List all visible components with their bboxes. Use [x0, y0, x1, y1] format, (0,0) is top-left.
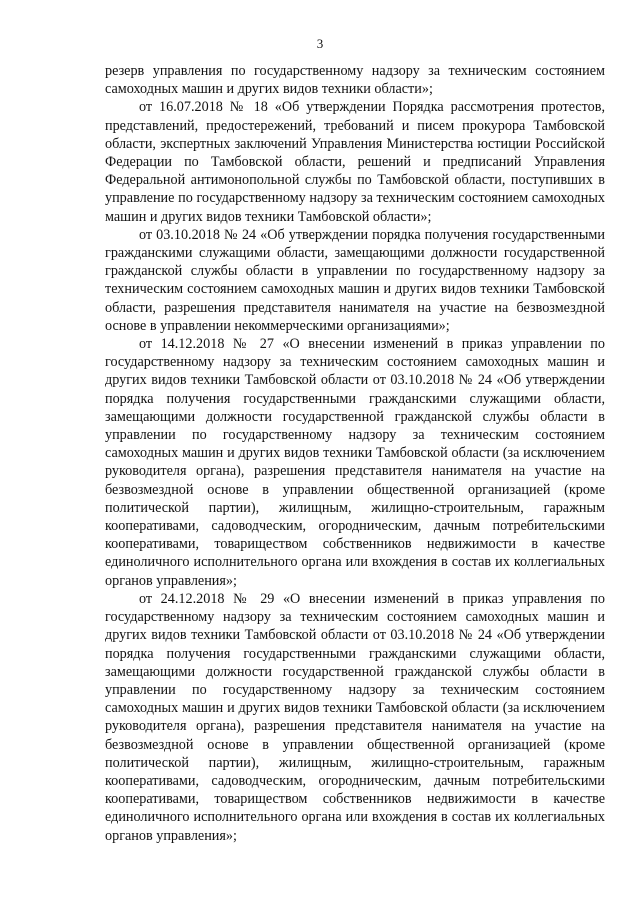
paragraph-order-18: от 16.07.2018 № 18 «Об утверждении Порядка рассмотрения протестов, представлений, предостережений, требований и писем прокурора Тамбовской области, экспертных заключений Управления Министерства юстиции Российской Федерации по Тамбовской области, решений и предписаний Управления Федеральной антимонопольной службы по Тамбовской области, поступивших в управление по государственному надзору за техническим состоянием самоходных машин и других видов техники Тамбовской области»;	[105, 99, 605, 225]
paragraph-order-27: от 14.12.2018 № 27 «О внесении изменений в приказ управлении по государственному надзору за техническим состоянием самоходных машин и других видов техники Тамбовской области от 03.10.2018 № 24 «Об утверждении порядка получения государственными гражданскими служащими области, замещающими должности государственной гражданской службы области в управлении по государственному надзору за техническим состоянием самоходных машин и других видов техники Тамбовской области (за исключением руководителя органа), разрешения представителя нанимателя на участие на безвозмездной основе в управлении общественной организацией (кроме политической партии), жилищным, жилищно-строительным, гаражным кооперативами, садоводческим, огородническим, дачным потребительскими кооперативами, товариществом собственников недвижимости в качестве единоличного исполнительного органа или вхождения в состав их коллегиальных органов управления»;	[105, 336, 605, 589]
paragraph-order-29: от 24.12.2018 № 29 «О внесении изменений в приказ управления по государственному надзору за техническим состоянием самоходных машин и других видов техники Тамбовской области от 03.10.2018 № 24 «Об утверждении порядка получения государственными гражданскими служащими области, замещающими должности государственной гражданской службы области в управлении по государственному надзору за техническим состоянием самоходных машин и других видов техники Тамбовской области (за исключением руководителя органа), разрешения представителя нанимателя на участие на безвозмездной основе в управлении общественной организацией (кроме политической партии), жилищным, жилищно-строительным, гаражным кооперативами, садоводческим, огородническим, дачным потребительскими кооперативами, товариществом собственников недвижимости в качестве единоличного исполнительного органа или вхождения в состав их коллегиальных органов управления»;	[105, 590, 605, 844]
page-number: 3	[316, 36, 324, 51]
paragraph-order-24: от 03.10.2018 № 24 «Об утверждении порядка получения государственными гражданскими служащими области, замещающими должности государственной гражданской службы области в управлении по государственному надзору за техническим состоянием самоходных машин и других видов техники Тамбовской области, разрешения представителя нанимателя на участие на безвозмездной основе в управлении некоммерческими организациями»;	[105, 226, 605, 334]
document-body	[105, 62, 605, 845]
paragraph-continuation: резерв управления по государственному надзору за техническим состоянием самоходных машин и других видов техники области»;	[105, 63, 605, 98]
